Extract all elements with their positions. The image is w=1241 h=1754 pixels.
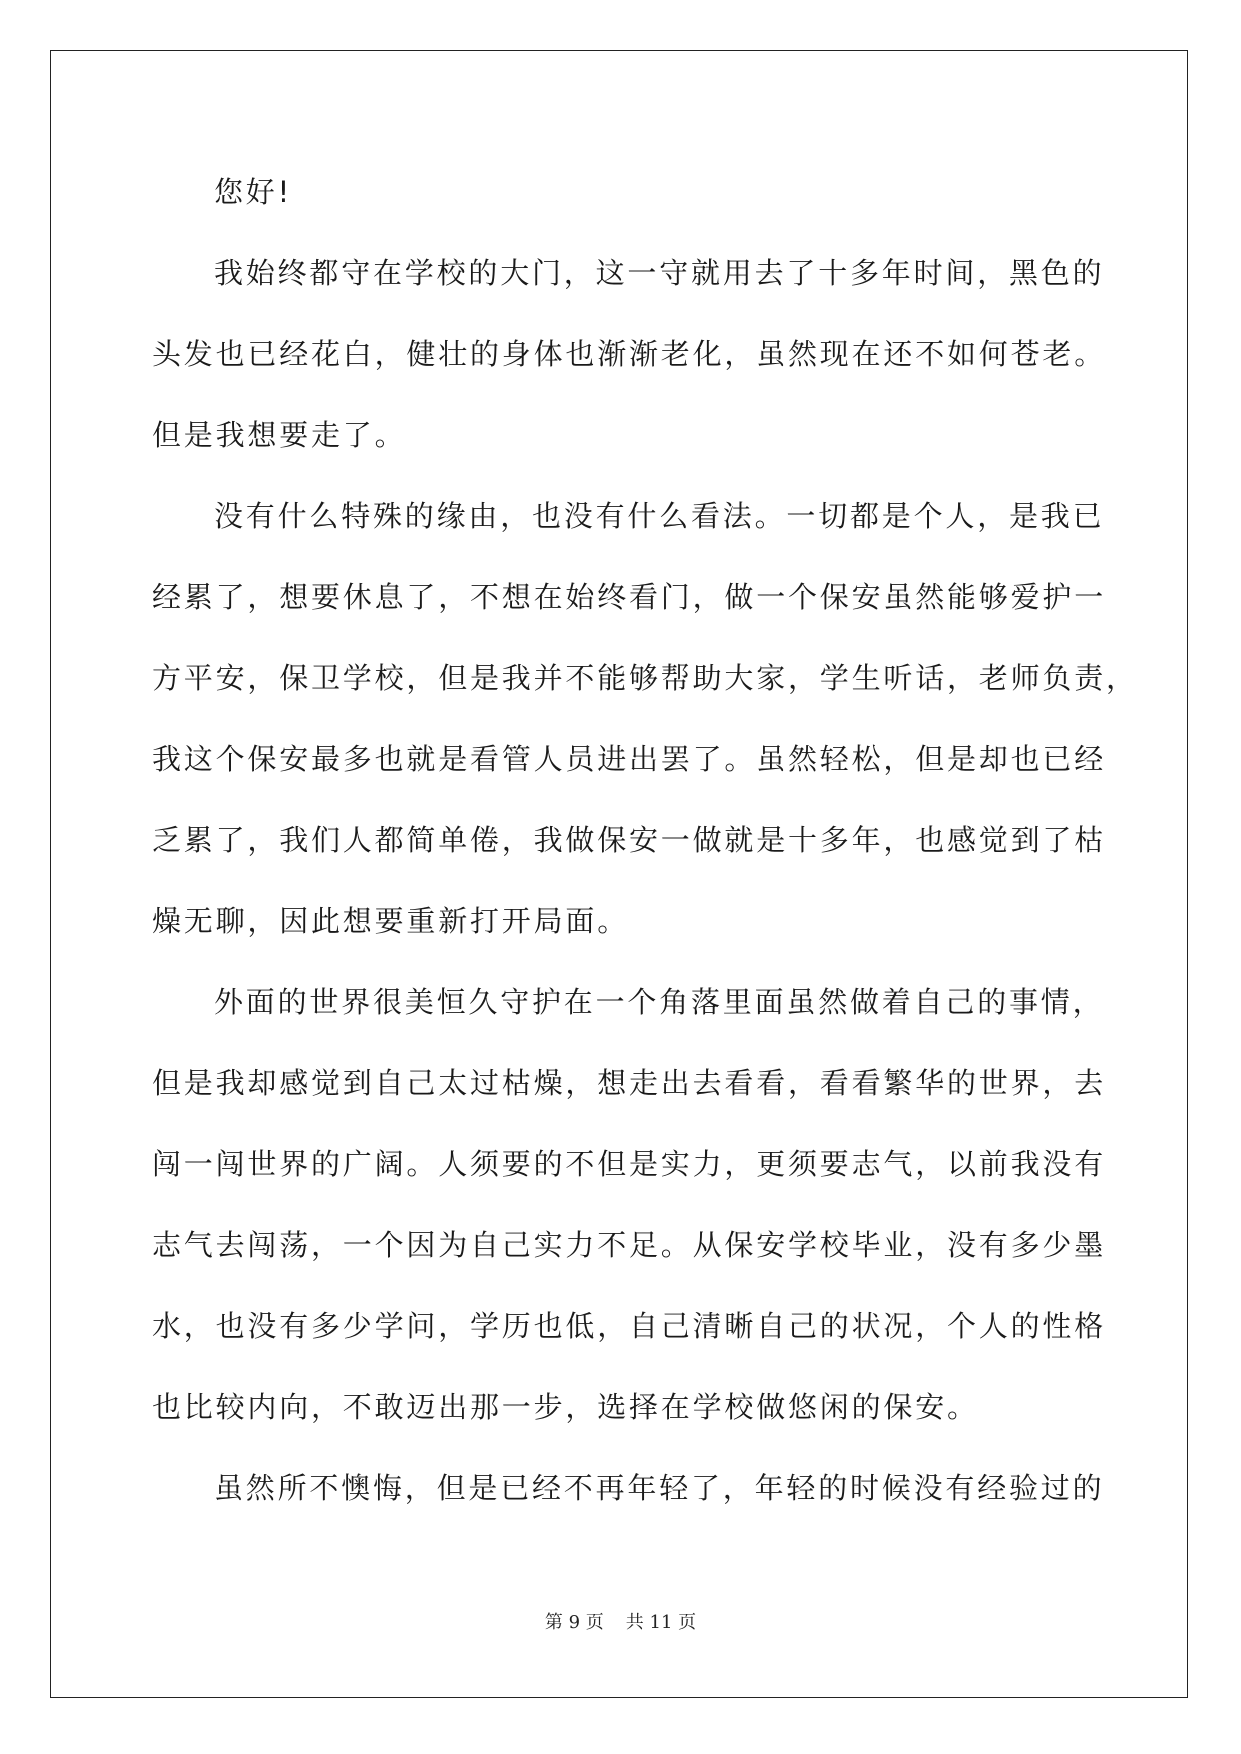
paragraph-line: 志气去闯荡，一个因为自己实力不足。从保安学校毕业，没有多少墨 <box>152 1228 1107 1262</box>
paragraph-line: 水，也没有多少学问，学历也低，自己清晰自己的状况，个人的性格 <box>152 1309 1107 1343</box>
paragraph-line: 燥无聊，因此想要重新打开局面。 <box>152 904 630 938</box>
page-footer <box>0 1611 1241 1635</box>
paragraph-line: 乏累了，我们人都简单倦，我做保安一做就是十多年，也感觉到了枯 <box>152 823 1107 857</box>
paragraph-line: 但是我却感觉到自己太过枯燥，想走出去看看，看看繁华的世界，去 <box>152 1066 1107 1100</box>
paragraph-line: 方平安，保卫学校，但是我并不能够帮助大家，学生听话，老师负责， <box>152 661 1138 695</box>
paragraph-line: 但是我想要走了。 <box>152 418 407 452</box>
page-total: 共 11 页 <box>625 1612 697 1633</box>
paragraph-line: 头发也已经花白，健壮的身体也渐渐老化，虽然现在还不如何苍老。 <box>152 337 1107 371</box>
greeting-line: 您好! <box>214 175 293 209</box>
paragraph-line: 闯一闯世界的广阔。人须要的不但是实力，更须要志气，以前我没有 <box>152 1147 1107 1181</box>
paragraph-line: 我这个保安最多也就是看管人员进出罢了。虽然轻松，但是却也已经 <box>152 742 1107 776</box>
paragraph-line: 也比较内向，不敢迈出那一步，选择在学校做悠闲的保安。 <box>152 1390 979 1424</box>
paragraph-line: 我始终都守在学校的大门，这一守就用去了十多年时间，黑色的 <box>214 256 1105 290</box>
page-number: 第 9 页 <box>544 1612 604 1633</box>
paragraph-line: 虽然所不懊悔，但是已经不再年轻了，年轻的时候没有经验过的 <box>214 1471 1105 1505</box>
paragraph-line: 经累了，想要休息了，不想在始终看门，做一个保安虽然能够爱护一 <box>152 580 1107 614</box>
paragraph-line: 外面的世界很美恒久守护在一个角落里面虽然做着自己的事情， <box>214 985 1105 1019</box>
paragraph-line: 没有什么特殊的缘由，也没有什么看法。一切都是个人，是我已 <box>214 499 1105 533</box>
